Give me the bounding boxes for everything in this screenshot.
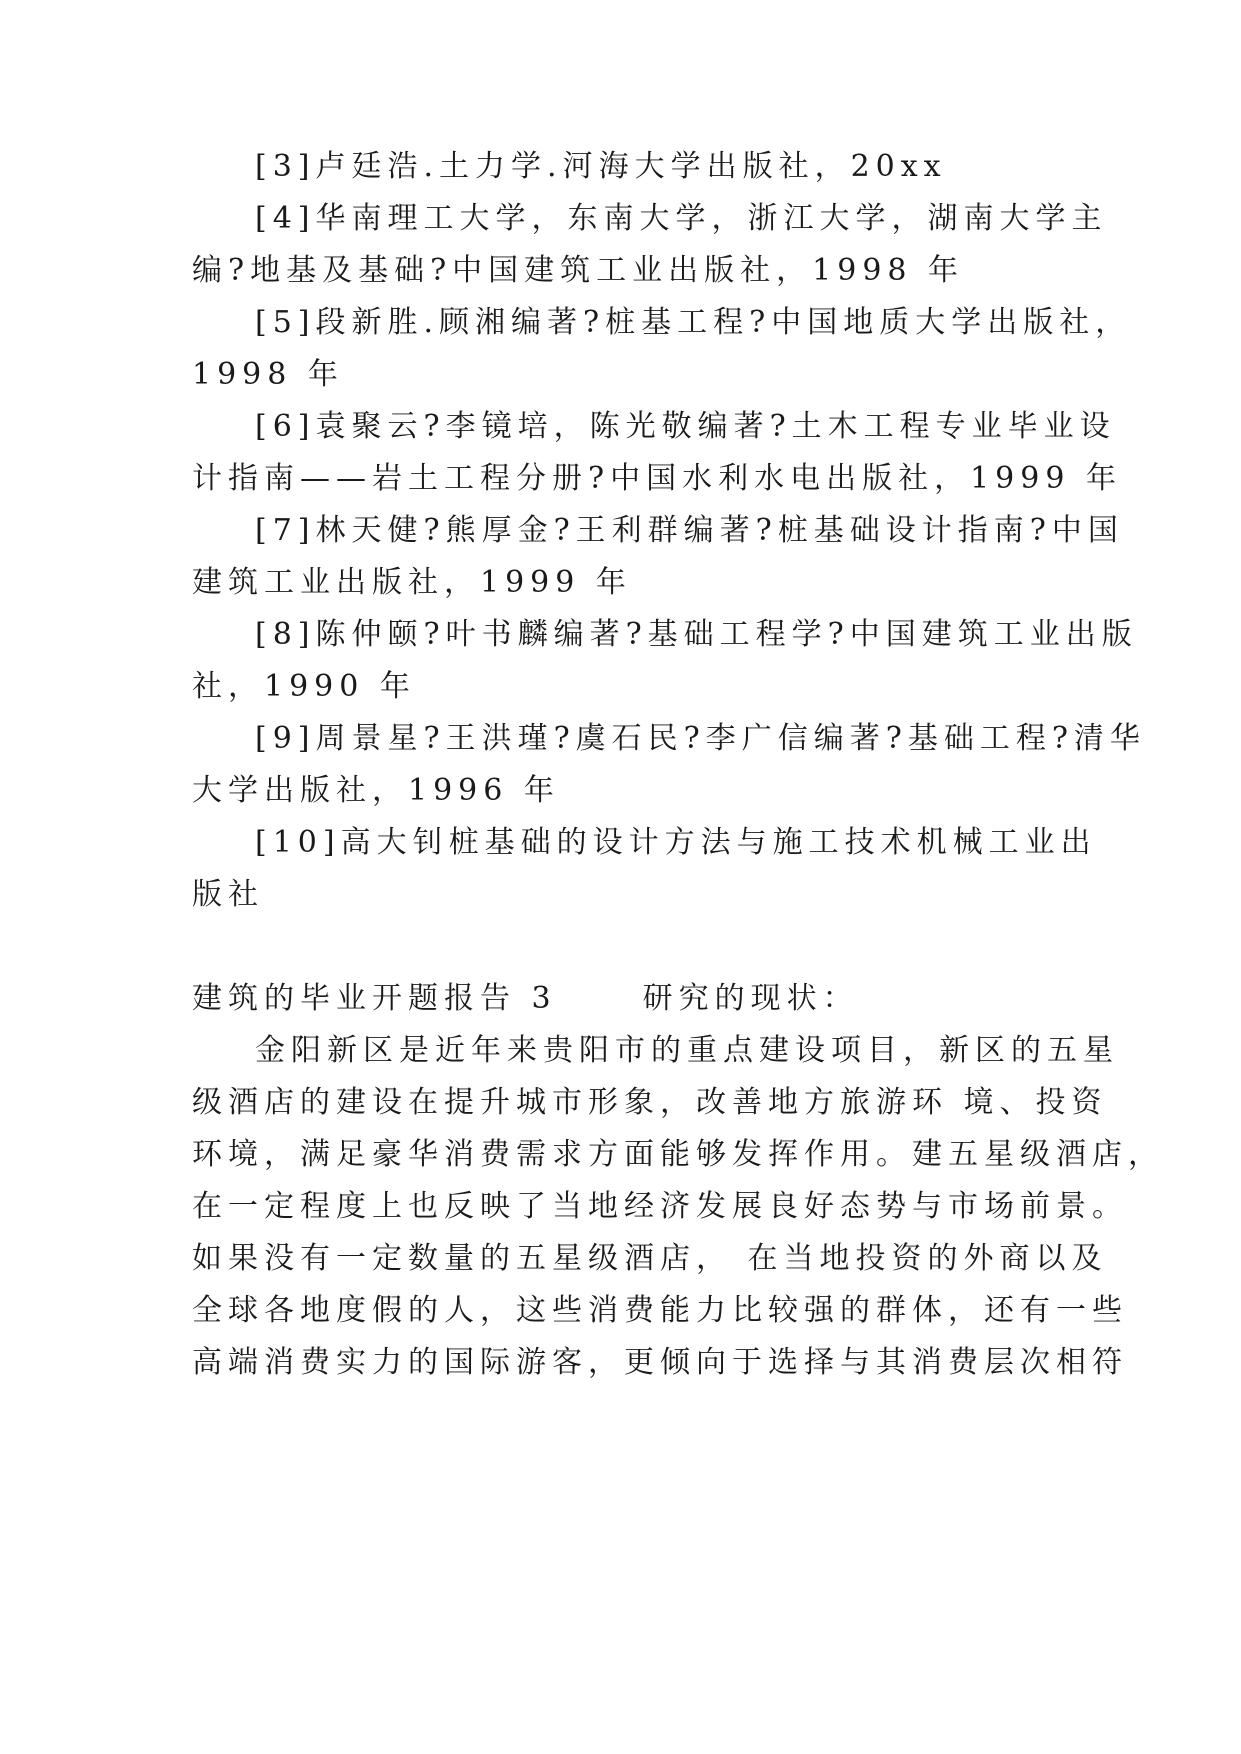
reference-5-line-1: [5]段新胜.顾湘编著?桩基工程?中国地质大学出版社， (255, 305, 1132, 340)
reference-5-line-2: 1998 年 (192, 357, 344, 392)
reference-4-line-2: 编?地基及基础?中国建筑工业出版社，1998 年 (192, 253, 965, 288)
reference-4-line-1: [4]华南理工大学，东南大学，浙江大学，湖南大学主 (255, 201, 1108, 236)
reference-7-line-2: 建筑工业出版社，1999 年 (192, 565, 632, 600)
reference-3-line-1: [3]卢廷浩.土力学.河海大学出版社，20xx (255, 149, 947, 184)
body-line-5: 如果没有一定数量的五星级酒店， 在当地投资的外商以及 (192, 1241, 1108, 1276)
reference-6-line-1: [6]袁聚云?李镜培，陈光敬编著?土木工程专业毕业设 (255, 409, 1116, 444)
section-title: 建筑的毕业开题报告 3 (192, 981, 557, 1016)
reference-10-line-2: 版社 (192, 877, 264, 912)
body-line-1: 金阳新区是近年来贵阳市的重点建设项目，新区的五星 (255, 1033, 1119, 1068)
reference-7-line-1: [7]林天健?熊厚金?王利群编著?桩基础设计指南?中国 (255, 513, 1124, 548)
reference-6-line-2: 计指南——岩土工程分册?中国水利水电出版社，1999 年 (192, 461, 1122, 496)
section-heading (192, 979, 1072, 1019)
section-subtitle: 研究的现状： (642, 981, 859, 1016)
body-line-2: 级酒店的建设在提升城市形象，改善地方旅游环 境、投资 (192, 1085, 1108, 1120)
body-line-6: 全球各地度假的人，这些消费能力比较强的群体，还有一些 (192, 1293, 1128, 1328)
body-line-3: 环境，满足豪华消费需求方面能够发挥作用。建五星级酒店， (192, 1137, 1164, 1172)
reference-8-line-2: 社，1990 年 (192, 669, 416, 704)
body-line-4: 在一定程度上也反映了当地经济发展良好态势与市场前景。 (192, 1189, 1128, 1224)
reference-10-line-1: [10]高大钊桩基础的设计方法与施工技术机械工业出 (255, 825, 1097, 860)
body-line-7: 高端消费实力的国际游客，更倾向于选择与其消费层次相符 (192, 1345, 1128, 1380)
reference-9-line-1: [9]周景星?王洪瑾?虞石民?李广信编著?基础工程?清华 (255, 721, 1146, 756)
reference-9-line-2: 大学出版社，1996 年 (192, 773, 560, 808)
reference-8-line-1: [8]陈仲颐?叶书麟编著?基础工程学?中国建筑工业出版 (255, 617, 1138, 652)
